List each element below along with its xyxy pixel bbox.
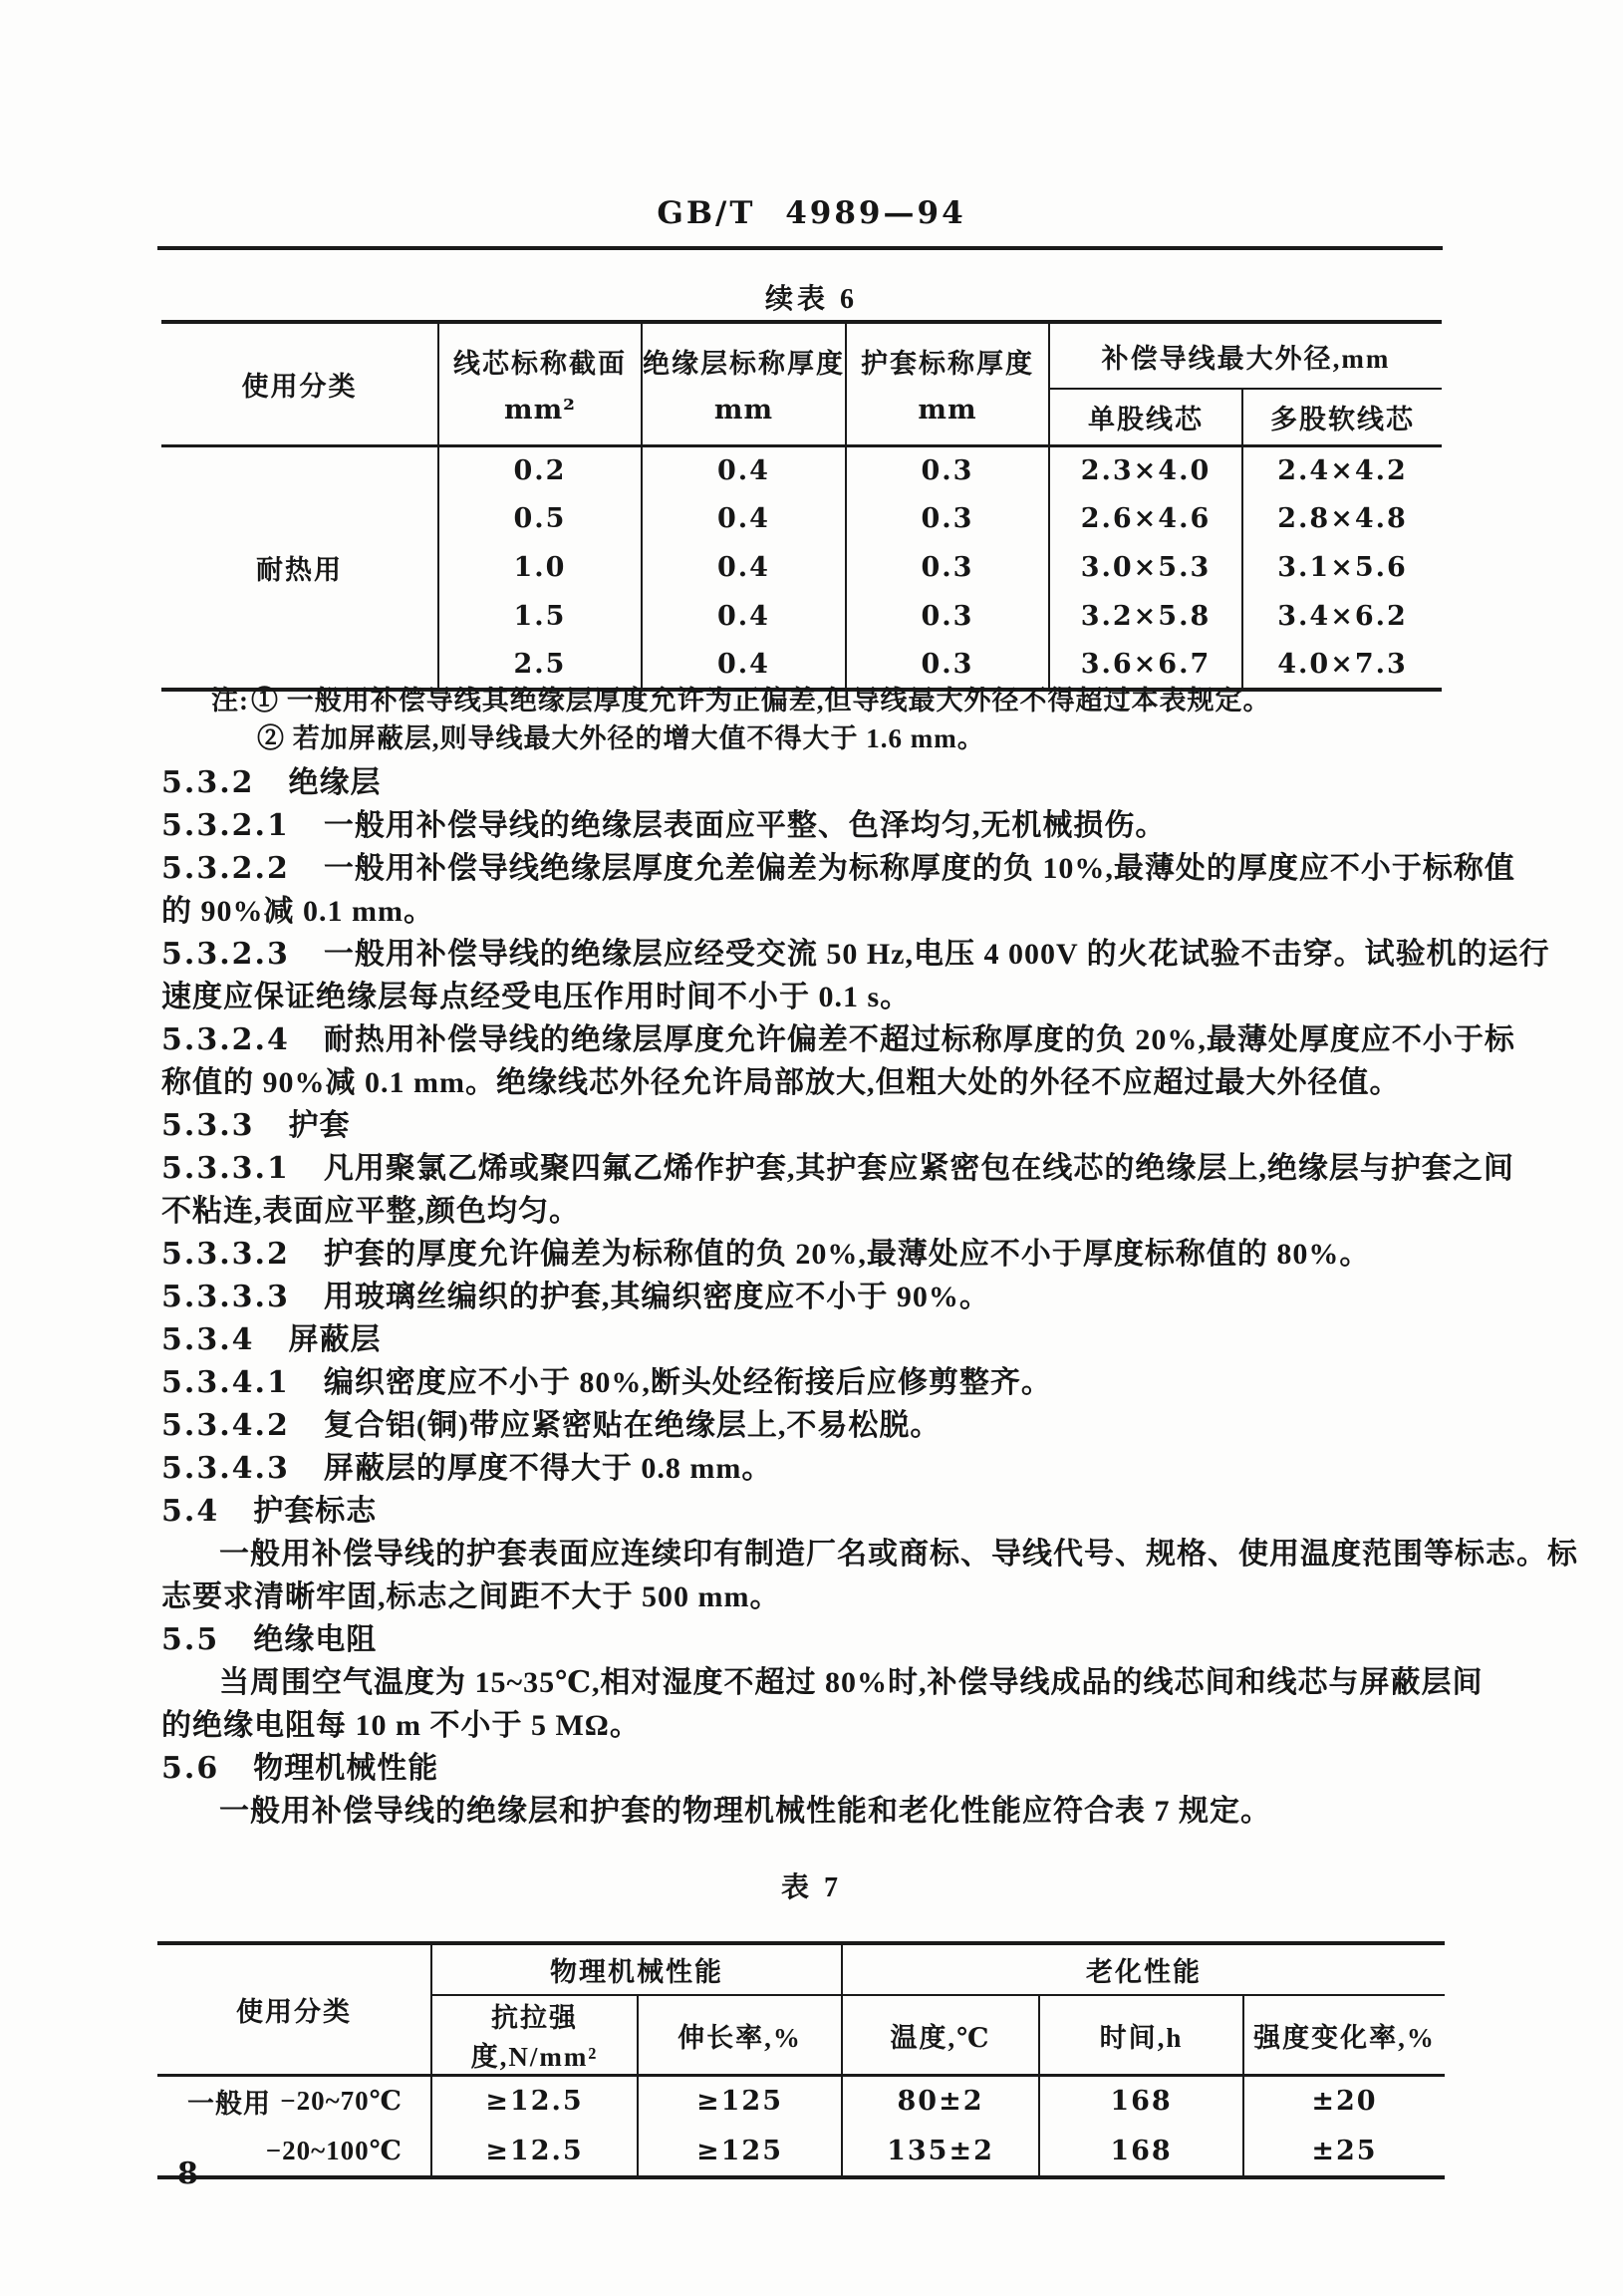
col-header-aging-group: 老化性能: [842, 1943, 1445, 1995]
clause-text: 当周围空气温度为 15~35℃,相对湿度不超过 80%时,补偿导线成品的线芯间和线芯与屏蔽层间: [219, 1666, 1484, 1699]
clause-text: 护套的厚度允许偏差为标称值的负 20%,最薄处应不小于厚度标称值的 80%。: [323, 1238, 1371, 1271]
col-header-cross-section: [438, 322, 642, 445]
clause-text: 物理机械性能: [253, 1752, 439, 1785]
col-header-insulation-label: 绝缘层标称厚度: [643, 349, 845, 380]
clause-text: 编织密度应不小于 80%,断头处经衔接后应修剪整齐。: [323, 1366, 1052, 1399]
clause-number: 5.3.3.2: [161, 1237, 290, 1272]
standard-number: GB/T 4989—94: [657, 195, 966, 231]
clause-line: [161, 1661, 1484, 1704]
table-cell: 0.4: [642, 445, 846, 494]
clause-text: 速度应保证绝缘层每点经受电压作用时间不小于 0.1 s。: [161, 981, 912, 1013]
col-header-strength-change: 强度变化率,%: [1253, 2022, 1436, 2053]
clause-text: 绝缘层: [288, 766, 382, 799]
table-cell: 1.0: [438, 543, 642, 592]
table-cell: 0.3: [846, 641, 1049, 690]
note-line: [211, 682, 1271, 719]
table-cell: 3.6×6.7: [1049, 641, 1242, 690]
usage-cell-content: [157, 2136, 430, 2166]
col-header-usage: 使用分类: [157, 1943, 431, 2076]
clause-text: 护套标志: [253, 1495, 378, 1528]
clause-line: [161, 1490, 1467, 1533]
usage-range: −20~70℃: [280, 2086, 403, 2117]
table-cell: 3.4×6.2: [1277, 601, 1408, 632]
col-header-sheath: [846, 322, 1049, 445]
elongation-value: ≥125: [638, 2127, 842, 2177]
clause-text: 一般用补偿导线的绝缘层和护套的物理机械性能和老化性能应符合表 7 规定。: [219, 1795, 1271, 1828]
table6-compensating-wire-dimensions: [161, 320, 1442, 692]
col-header-time: 时间,h: [1039, 1995, 1243, 2076]
table-row: [157, 2127, 1445, 2177]
table-cell: 0.4: [642, 543, 846, 592]
col-header-physical-group: 物理机械性能: [431, 1943, 842, 1995]
clause-line: [161, 804, 1467, 847]
temperature-value: 80±2: [842, 2076, 1039, 2127]
clause-line: [161, 1747, 1467, 1790]
clause-number: 5.5: [161, 1622, 220, 1657]
clause-line: [161, 761, 1467, 804]
table-row: [161, 445, 1442, 494]
table-cell: 0.3: [846, 543, 1049, 592]
strength-change-value: ±20: [1311, 2086, 1378, 2118]
col-header-elongation: 伸长率,%: [638, 1995, 842, 2076]
clause-line: [161, 1104, 1467, 1147]
clause-line: [161, 1147, 1514, 1190]
table-cell: 0.5: [438, 494, 642, 543]
col-header-multi-core: 多股软线芯: [1270, 404, 1415, 434]
clause-line: [161, 933, 1550, 976]
clause-line: [161, 1404, 1467, 1447]
table-cell: 0.2: [438, 445, 642, 494]
clause-text: 的 90%减 0.1 mm。: [161, 895, 434, 928]
clause-line: [161, 1276, 1467, 1318]
table-cell: 0.3: [846, 494, 1049, 543]
table6-caption: 续表 6: [764, 284, 858, 315]
clause-line: [161, 1190, 1467, 1233]
table-cell: 4.0×7.3: [1277, 649, 1408, 680]
col-header-cross-section-unit: mm²: [504, 395, 576, 427]
table-cell: 2.6×4.6: [1049, 494, 1242, 543]
col-header-max-od: 补偿导线最大外径,mm: [1049, 322, 1442, 389]
table-cell: 2.8×4.8: [1277, 503, 1408, 534]
note-text: ① 一般用补偿导线其绝缘层厚度允许为正偏差,但导线最大外径不得超过本表规定。: [251, 686, 1271, 716]
table-cell: 0.4: [642, 592, 846, 641]
clause-line: [161, 1790, 1467, 1833]
clause-number: 5.3.2: [161, 765, 255, 800]
usage-cell: [157, 2076, 431, 2127]
clause-number: 5.3.3.1: [161, 1151, 290, 1186]
clause-line: [161, 1061, 1467, 1104]
clause-text: 不粘连,表面应平整,颜色均匀。: [161, 1195, 580, 1228]
table7-header: [157, 1943, 1445, 2076]
clause-text: 志要求清晰牢固,标志之间距不大于 500 mm。: [161, 1580, 781, 1613]
table-cell: 2.3×4.0: [1049, 445, 1242, 494]
clause-number: 5.4: [161, 1494, 220, 1529]
table6-body: [161, 445, 1442, 690]
usage-range: −20~100℃: [265, 2135, 403, 2165]
col-header-cross-section-label: 线芯标称截面: [453, 349, 627, 380]
strength-change-value: ±25: [1311, 2135, 1378, 2166]
table-cell: 2.4×4.2: [1277, 454, 1408, 486]
clause-text: 一般用补偿导线的绝缘层表面应平整、色泽均匀,无机械损伤。: [323, 809, 1167, 842]
page-number: 8: [177, 2156, 198, 2191]
tensile-value: ≥12.5: [431, 2076, 638, 2127]
usage-prefix: 一般用: [187, 2089, 271, 2120]
usage-group-label: 耐热用: [161, 445, 438, 690]
clause-number: 5.3.2.2: [161, 851, 290, 886]
clause-text: 的绝缘电阻每 10 m 不小于 5 MΩ。: [161, 1709, 641, 1742]
table-cell: 2.5: [438, 641, 642, 690]
clause-line: [161, 1447, 1467, 1490]
clause-text: 护套: [288, 1109, 351, 1142]
table6-header: [161, 322, 1442, 445]
clause-text: 一般用补偿导线的绝缘层应经受交流 50 Hz,电压 4 000V 的火花试验不击穿。试验机的运行: [323, 938, 1550, 971]
col-header-insulation: [642, 322, 846, 445]
clause-number: 5.3.4: [161, 1322, 255, 1357]
table6-notes: [211, 682, 1271, 757]
clause-line: [161, 1361, 1467, 1404]
table-row: [157, 2076, 1445, 2127]
col-header-sheath-unit: mm: [918, 395, 977, 427]
note-label: 注:: [211, 686, 249, 716]
clause-number: 5.3.2.3: [161, 937, 290, 972]
table-cell: 3.1×5.6: [1277, 552, 1408, 583]
table-cell: 0.4: [642, 641, 846, 690]
clause-number: 5.3.3.3: [161, 1280, 290, 1314]
clause-number: 5.3.3: [161, 1108, 255, 1143]
note-text: ② 若加屏蔽层,则导线最大外径的增大值不得大于 1.6 mm。: [257, 723, 985, 753]
table-cell: 0.3: [846, 592, 1049, 641]
table-cell: 0.3: [846, 445, 1049, 494]
usage-cell-content: [157, 2082, 430, 2121]
clause-line: [161, 1618, 1467, 1661]
col-header-single-core: 单股线芯: [1049, 389, 1242, 445]
clause-line: [161, 1533, 1578, 1576]
usage-cell: [157, 2127, 431, 2177]
table-cell: 3.0×5.3: [1049, 543, 1242, 592]
clause-number: 5.3.4.1: [161, 1365, 290, 1400]
note-line: [211, 719, 1271, 757]
temperature-value: 135±2: [842, 2127, 1039, 2177]
clause-text: 一般用补偿导线的护套表面应连续印有制造厂名或商标、导线代号、规格、使用温度范围等标志。标: [219, 1538, 1578, 1571]
clause-number: 5.3.4.2: [161, 1408, 290, 1443]
clause-line: [161, 1233, 1467, 1276]
header-rule: [157, 246, 1443, 250]
clause-text: 称值的 90%减 0.1 mm。绝缘线芯外径允许局部放大,但粗大处的外径不应超过最大外径值。: [161, 1066, 1401, 1099]
col-header-sheath-label: 护套标称厚度: [861, 349, 1034, 380]
clause-text: 耐热用补偿导线的绝缘层厚度允许偏差不超过标称厚度的负 20%,最薄处厚度应不小于标: [323, 1023, 1515, 1056]
clause-number: 5.3.2.4: [161, 1022, 290, 1057]
col-header-insulation-unit: mm: [713, 395, 774, 427]
clause-number: 5.6: [161, 1751, 220, 1786]
clause-text: 复合铝(铜)带应紧密贴在绝缘层上,不易松脱。: [323, 1409, 942, 1442]
table-cell: 3.2×5.8: [1049, 592, 1242, 641]
clause-text-block: [161, 761, 1578, 1833]
clause-text: 用玻璃丝编织的护套,其编织密度应不小于 90%。: [323, 1281, 990, 1313]
clause-line: [161, 1318, 1467, 1361]
table-cell: 1.5: [438, 592, 642, 641]
clause-line: [161, 1018, 1515, 1061]
clause-text: 凡用聚氯乙烯或聚四氟乙烯作护套,其护套应紧密包在线芯的绝缘层上,绝缘层与护套之间: [323, 1152, 1514, 1185]
clause-number: 5.3.4.3: [161, 1451, 290, 1486]
clause-text: 屏蔽层的厚度不得大于 0.8 mm。: [323, 1452, 773, 1485]
clause-line: [161, 890, 1467, 933]
clause-line: [161, 976, 1467, 1018]
clause-text: 一般用补偿导线绝缘层厚度允差偏差为标称厚度的负 10%,最薄处的厚度应不小于标称值: [323, 852, 1515, 885]
table7-body: [157, 2076, 1445, 2177]
clause-text: 屏蔽层: [288, 1323, 382, 1356]
table7-physical-mechanical-properties: [157, 1941, 1445, 2179]
clause-line: [161, 847, 1515, 890]
clause-text: 绝缘电阻: [253, 1623, 378, 1656]
tensile-value: ≥12.5: [431, 2127, 638, 2177]
col-header-temperature: 温度,℃: [842, 1995, 1039, 2076]
time-value: 168: [1039, 2076, 1243, 2127]
clause-line: [161, 1576, 1467, 1618]
clause-line: [161, 1704, 1467, 1747]
table7-caption: 表 7: [780, 1872, 842, 1903]
clause-number: 5.3.2.1: [161, 808, 290, 843]
col-header-usage: 使用分类: [161, 322, 438, 445]
time-value: 168: [1039, 2127, 1243, 2177]
elongation-value: ≥125: [638, 2076, 842, 2127]
col-header-tensile-strength: 抗拉强度,N/mm²: [431, 1995, 638, 2076]
table-cell: 0.4: [642, 494, 846, 543]
